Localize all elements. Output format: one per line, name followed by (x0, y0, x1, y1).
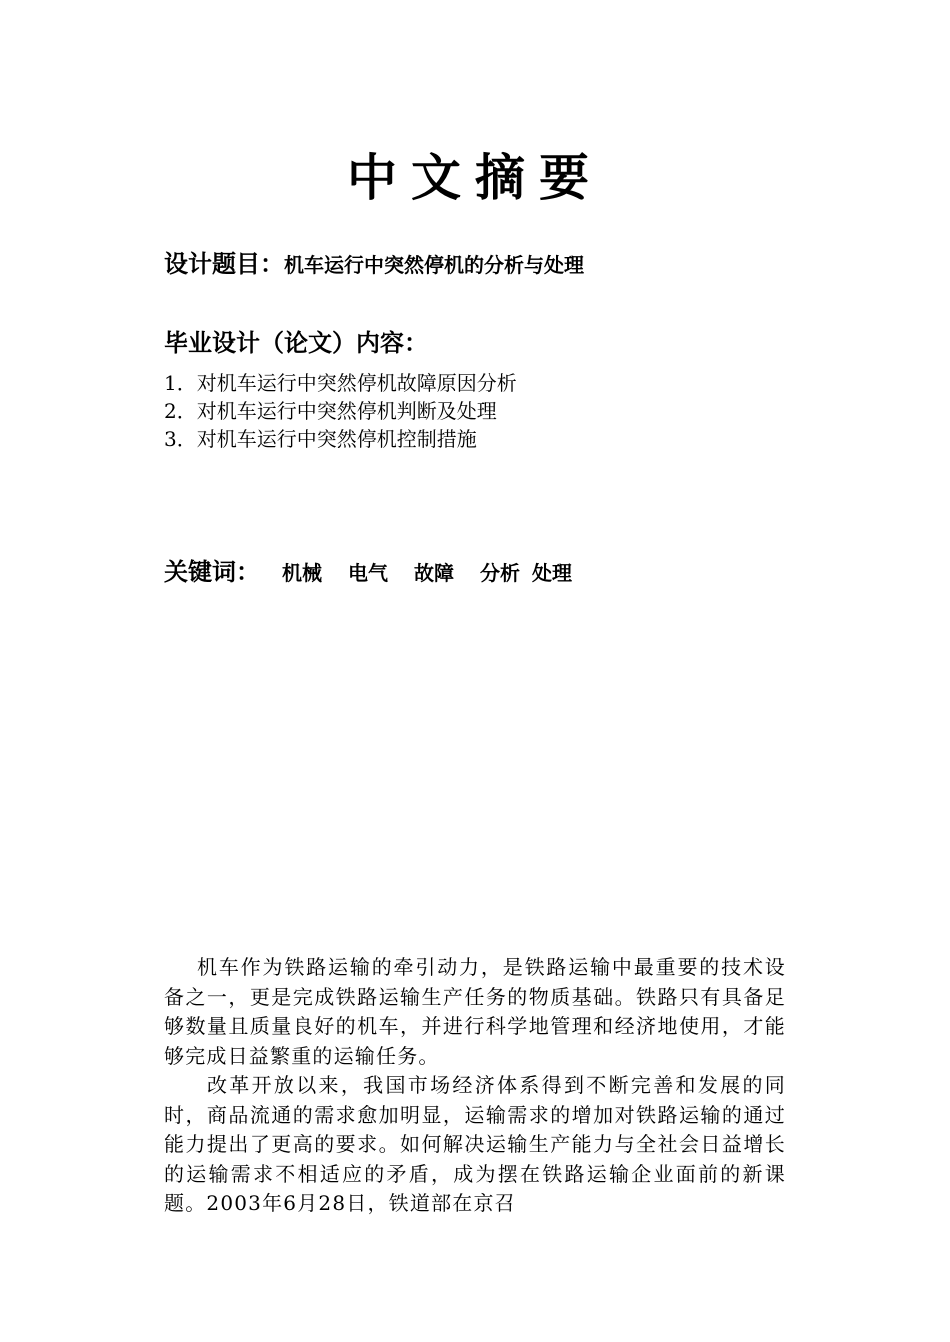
content-item: 3．对机车运行中突然停机控制措施 (164, 427, 477, 451)
keyword: 分析 (480, 561, 520, 585)
content-item: 2．对机车运行中突然停机判断及处理 (164, 399, 497, 423)
keyword: 故障 (414, 561, 454, 585)
keyword: 处理 (532, 561, 572, 585)
keywords (164, 556, 598, 589)
content-list (164, 369, 517, 453)
abstract-body (164, 953, 786, 1219)
design-topic (164, 248, 584, 283)
design-topic-value: 机车运行中突然停机的分析与处理 (284, 253, 584, 277)
keyword: 机械 (282, 561, 322, 585)
content-item: 1．对机车运行中突然停机故障原因分析 (164, 371, 517, 395)
body-paragraph: 机车作为铁路运输的牵引动力，是铁路运输中最重要的技术设备之一，更是完成铁路运输生产任务的物质基础。铁路只有具备足够数量且质量良好的机车，并进行科学地管理和经济地使用，才能够完成日益繁重的运输任务。 (164, 955, 786, 1068)
page-title: 中文摘要 (347, 149, 603, 207)
content-heading: 毕业设计（论文）内容： (164, 329, 428, 357)
keyword: 电气 (348, 561, 388, 585)
design-topic-label: 设计题目： (164, 250, 284, 278)
keywords-label: 关键词： (164, 558, 260, 586)
body-paragraph: 改革开放以来，我国市场经济体系得到不断完善和发展的同时，商品流通的需求愈加明显，运输需求的增加对铁路运输的通过能力提出了更高的要求。如何解决运输生产能力与全社会日益增长的运输需求不相适应的矛盾，成为摆在铁路运输企业面前的新课题。2003年6月28日，铁道部在京召 (164, 1073, 786, 1215)
